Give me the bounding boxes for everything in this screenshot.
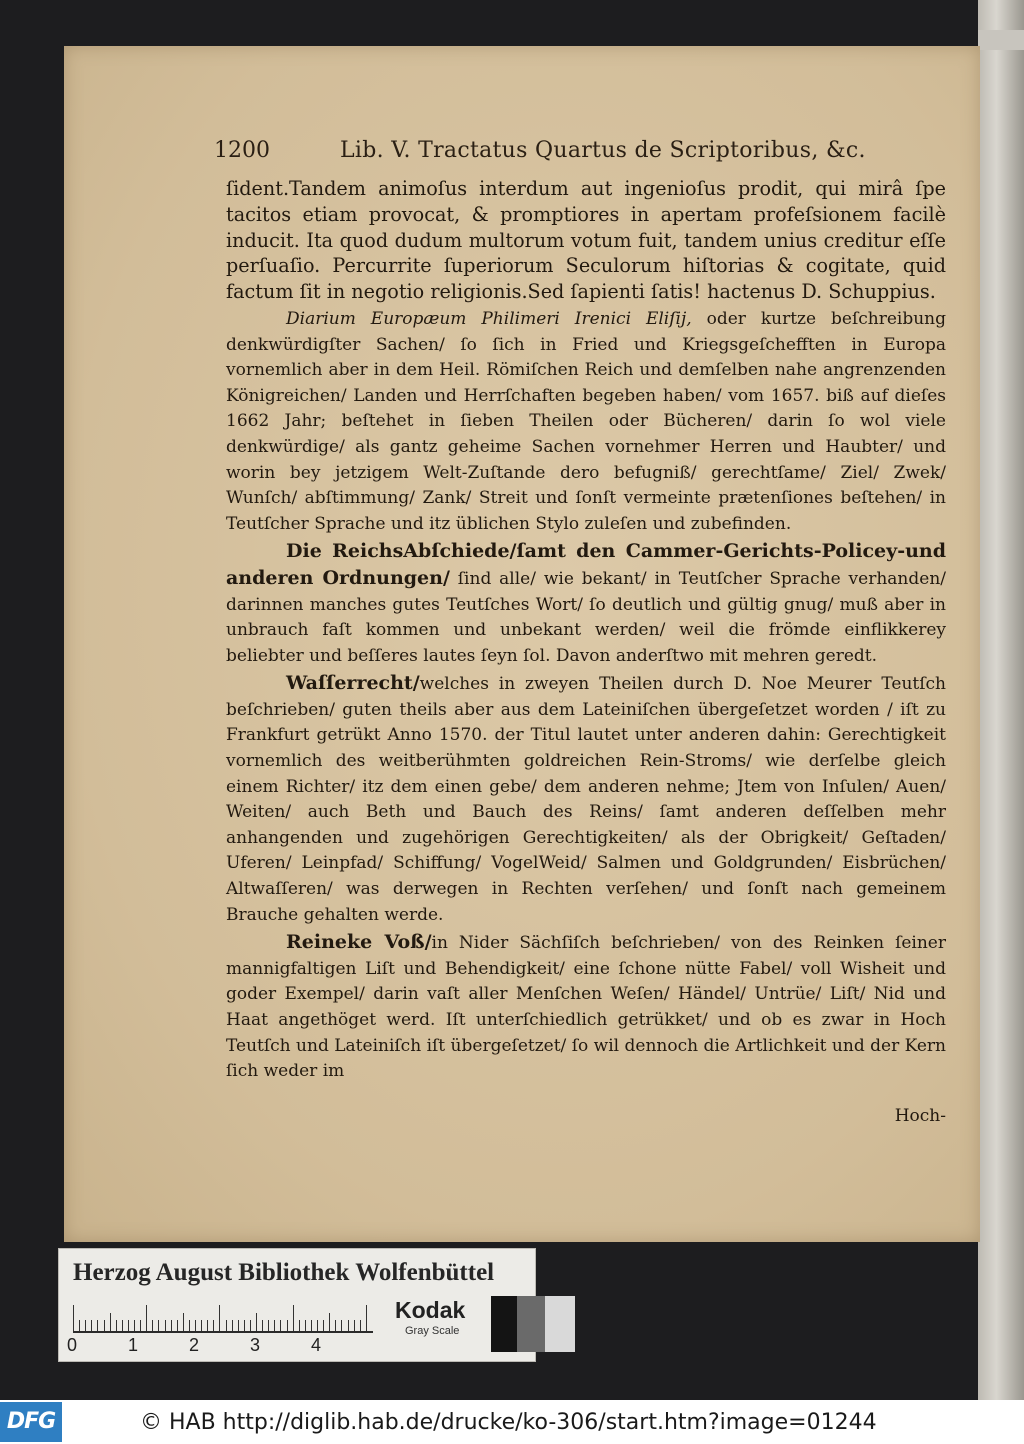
paper-fold (978, 30, 1024, 50)
ruler-number: 1 (128, 1335, 139, 1355)
latin-paragraph: ſident.Tandem animoſus interdum aut ingenioſus prodit, qui mirâ ſpe tacitos etiam provocat, & promptiores in apertam profeſsionem facilè inducit. Ita quod dudum multorum votum fuit, tandem unius creditur eſſe perſuaſio. Percurrite ſuperiorum Seculorum hiſtorias & cogitate, quid factum ſit in negotio religionis.Sed ſapienti ſatis! hactenus D. Schuppius. (226, 177, 946, 304)
catchword: Hoch- (894, 1106, 946, 1126)
ruler-tick (140, 1320, 141, 1331)
entry-lead: Diarium Europæum Philimeri Irenici Eliſij, (286, 308, 692, 329)
ruler-tick (354, 1320, 355, 1331)
entry-wasserrecht (226, 671, 946, 928)
ruler-tick (274, 1320, 275, 1331)
ruler-tick (189, 1320, 190, 1331)
ruler-tick (110, 1313, 111, 1331)
ruler-tick (348, 1320, 349, 1331)
ruler-tick (177, 1320, 178, 1331)
page-number: 1200 (214, 138, 270, 163)
ruler-tick (335, 1320, 336, 1331)
scanner-edge (978, 0, 1024, 1400)
ruler-tick (226, 1320, 227, 1331)
ruler-tick (134, 1320, 135, 1331)
ruler-tick (366, 1305, 367, 1331)
ruler-tick (317, 1320, 318, 1331)
dfg-logo: DFG (0, 1402, 62, 1442)
ruler-tick (183, 1313, 184, 1331)
ruler-tick (360, 1320, 361, 1331)
ruler-tick (79, 1320, 80, 1331)
ruler-tick (250, 1320, 251, 1331)
entry-text: welches in zweyen Theilen durch D. Noe Meurer Teutſch beſchrieben/ guten theils aber aus dem Lateiniſchen übergeſetzet worden / iſt zu Frankfurt getrükt Anno 1570. der Titul lautet unter anderen dahin: Gerechtigkeit vornemlich des weitberühmten goldreichen Rein-Stroms/ wie derſelbe gleich einem Richter/ itz dem einen gebe/ dem anderen nehme; Jtem von Inſulen/ Auen/ Weiten/ auch Beth und Bauch des Reins/ ſamt anderen deſſelben mehr anhangenden und zugehörigen Gerechtigkeiten/ als der Obrigkeit/ Geſtaden/ Uferen/ Leinpfad/ Schiffung/ VogelWeid/ Salmen und Goldgrunden/ Eisbrüchen/ Altwaſſeren/ was derwegen in Rechten verſehen/ und ſonſt nach gemeinem Brauche gehalten werde. (226, 674, 946, 925)
gray-scale-label: Gray Scale (405, 1325, 460, 1337)
swatch-black (491, 1296, 517, 1352)
ruler-tick (323, 1320, 324, 1331)
ruler-tick (293, 1305, 294, 1331)
ruler-tick (116, 1320, 117, 1331)
entry-lead: Die ReichsAbſchiede/ſamt den Cammer-Gerichts-Policey-und anderen Ordnungen/ (226, 540, 946, 589)
ruler-tick (165, 1320, 166, 1331)
ruler-tick (73, 1305, 74, 1331)
library-name: Herzog August Bibliothek Wolfenbüttel (73, 1259, 495, 1286)
swatch-gray (517, 1296, 545, 1352)
ruler-tick (299, 1320, 300, 1331)
ruler-tick (158, 1320, 159, 1331)
ruler-number: 2 (189, 1335, 200, 1355)
ruler-tick (91, 1320, 92, 1331)
ruler-tick (195, 1320, 196, 1331)
swatch-white (545, 1296, 575, 1352)
ruler-tick (152, 1320, 153, 1331)
ruler-tick (122, 1320, 123, 1331)
ruler-tick (341, 1320, 342, 1331)
ruler-tick (207, 1320, 208, 1331)
ruler (73, 1301, 373, 1333)
running-head (214, 138, 914, 172)
ruler-tick (146, 1305, 147, 1331)
ruler-tick (201, 1320, 202, 1331)
ruler-tick (256, 1313, 257, 1331)
entry-text: oder kurtze beſchreibung denkwürdigſter Sachen/ ſo ſich in Fried und Kriegsgeſchefften in Europa vornemlich aber in dem Heil. Römiſchen Reich und demſelben nahe angrenzenden Königreichen/ Landen und Herrſchaften begeben haben/ vom 1657. biß auf dieſes 1662 Jahr; beſtehet in ſieben Theilen oder Bücheren/ darin ſo wol viele denkwürdige/ als gantz geheime Sachen vornehmer Herren und Haubter/ und worin bey jetzigem Welt-Zuſtande dero befugniß/ gerechtſame/ Ziel/ Zwek/ Wunſch/ abſtimmung/ Zank/ Streit und ſonſt vermeinte prætenſiones beſtehen/ in Teutſcher Sprache und itz üblichen Stylo zuleſen und zubefinden. (226, 308, 946, 534)
entry-text: in Nider Sächſiſch beſchrieben/ von des Reinken ſeiner mannigfaltigen Liſt und Behendigkeit/ eine ſchone nütte Fabel/ voll Wisheit und goder Exempel/ darin vaſt aller Menſchen Weſen/ Händel/ Untrüe/ Liſt/ Nid und Haat angethöget werd. Iſt unterſchiedlich getrükket/ und ob es zwar in Hoch Teutſch und Lateiniſch iſt übergeſetzet/ ſo wil dennoch die Artlichkeit und der Kern ſich weder im (226, 933, 946, 1082)
ruler-tick (329, 1313, 330, 1331)
body-text (226, 176, 946, 1085)
ruler-tick (219, 1305, 220, 1331)
entry-lead: Reineke Voß/ (286, 931, 432, 954)
ruler-tick (97, 1320, 98, 1331)
ruler-tick (262, 1320, 263, 1331)
ruler-tick (128, 1320, 129, 1331)
ruler-tick (268, 1320, 269, 1331)
ruler-tick (238, 1320, 239, 1331)
running-head-title: Lib. V. Tractatus Quartus de Scriptoribus, &c. (340, 138, 866, 163)
ruler-tick (104, 1320, 105, 1331)
entry-reichsabschiede (226, 539, 946, 669)
ruler-tick (171, 1320, 172, 1331)
book-page (64, 46, 980, 1242)
ruler-tick (244, 1320, 245, 1331)
kodak-brand: Kodak (395, 1297, 466, 1323)
ruler-number: 0 (67, 1335, 78, 1355)
ruler-tick (311, 1320, 312, 1331)
entry-diarium (226, 307, 946, 537)
ruler-number: 3 (250, 1335, 261, 1355)
ruler-tick (232, 1320, 233, 1331)
ruler-tick (280, 1320, 281, 1331)
entry-reineke-voss (226, 930, 946, 1085)
copyright-link[interactable]: © HAB http://diglib.hab.de/drucke/ko-306/start.htm?image=01244 (140, 1410, 877, 1435)
ruler-tick (213, 1320, 214, 1331)
ruler-tick (287, 1320, 288, 1331)
gray-swatches (491, 1296, 575, 1352)
ruler-numbers (67, 1335, 387, 1357)
entry-lead: Waſſerrecht/ (286, 672, 420, 695)
ruler-number: 4 (311, 1335, 322, 1355)
entry-text: ſind alle/ wie bekant/ in Teutſcher Sprache verhanden/ darinnen manches gutes Teutſches Wort/ ſo deutlich und gültig gnug/ muß aber in unbrauch faſt kommen und unbekant werden/ weil die frömde einflikkerey beliebter und beſſeres lautes ſeyn ſol. Davon anderſtwo mit mehren geredt. (226, 568, 946, 666)
footer-bar (0, 1400, 1024, 1444)
ruler-tick (85, 1320, 86, 1331)
colour-card (58, 1248, 536, 1362)
ruler-tick (305, 1320, 306, 1331)
